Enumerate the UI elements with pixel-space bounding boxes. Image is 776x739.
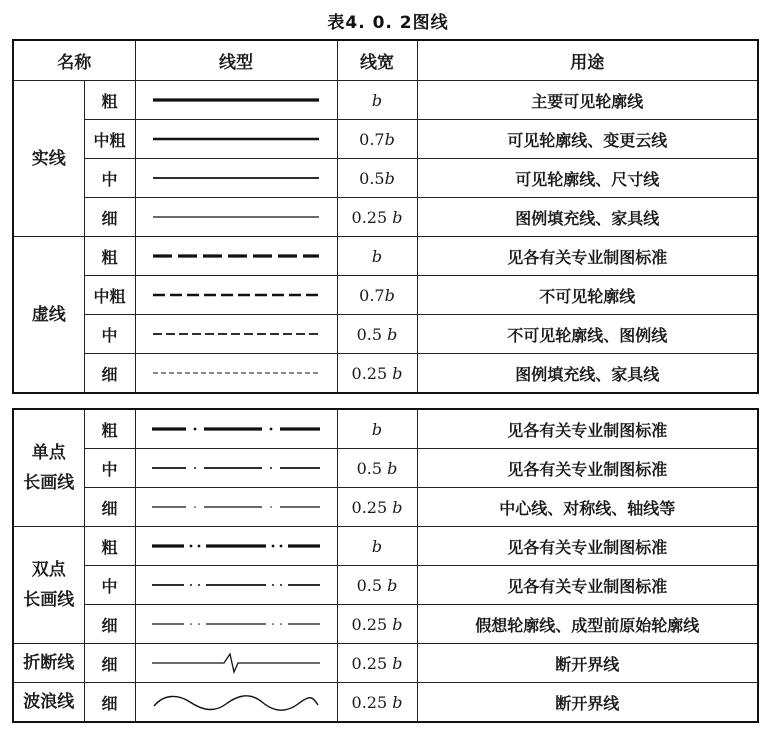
line-width-value: 0.5 b [337,315,417,354]
group-name-dash-double-dot: 双点 长画线 [13,527,84,644]
line-width-value: 0.5b [337,159,417,198]
line-width-value: 0.5 b [337,449,417,488]
dashed-thin-line-sample [135,354,337,394]
line-width-value: 0.7b [337,120,417,159]
weight-label: 中粗 [84,120,135,159]
weight-label: 细 [84,198,135,237]
group-name-break-line: 折断线 [13,644,84,683]
dash-double-dot-thin-line-sample [135,605,337,644]
usage-text: 图例填充线、家具线 [417,198,758,237]
usage-text: 可见轮廓线、尺寸线 [417,159,758,198]
line-width-value: 0.7b [337,276,417,315]
weight-label: 细 [84,605,135,644]
usage-text: 中心线、对称线、轴线等 [417,488,758,527]
line-width-value: 0.25 b [337,354,417,394]
line-width-value: 0.5 b [337,566,417,605]
weight-label: 粗 [84,81,135,120]
table-row [13,449,758,488]
line-width-value: b [337,237,417,276]
table-row [13,159,758,198]
table-row [13,644,758,683]
weight-label: 细 [84,354,135,394]
weight-label: 粗 [84,527,135,566]
weight-label: 细 [84,644,135,683]
dash-double-dot-medium-line-sample [135,566,337,605]
group-name-dashed: 虚线 [13,237,84,394]
weight-label: 中粗 [84,276,135,315]
solid-thin-line-sample [135,198,337,237]
line-width-value: b [337,527,417,566]
break-line-sample [135,644,337,683]
group-name-wave-line: 波浪线 [13,683,84,723]
line-width-value: 0.25 b [337,605,417,644]
header-row [13,40,758,81]
table-row [13,527,758,566]
line-types-table-upper [12,39,759,394]
weight-label: 中 [84,449,135,488]
solid-medium-line-sample [135,159,337,198]
line-types-table-lower [12,408,759,723]
table-row [13,683,758,723]
dash-dot-thin-line-sample [135,488,337,527]
usage-text: 见各有关专业制图标准 [417,237,758,276]
table-row [13,605,758,644]
usage-text: 见各有关专业制图标准 [417,566,758,605]
solid-thick-line-sample [135,81,337,120]
line-width-value: 0.25 b [337,683,417,723]
table-row [13,315,758,354]
weight-label: 细 [84,488,135,527]
solid-medium-thick-line-sample [135,120,337,159]
table-row [13,566,758,605]
table-row [13,237,758,276]
table-row [13,198,758,237]
weight-label: 中 [84,566,135,605]
header-line-width: 线宽 [337,40,417,81]
header-name: 名称 [13,40,135,81]
usage-text: 断开界线 [417,644,758,683]
line-width-value: b [337,81,417,120]
dash-dot-medium-line-sample [135,449,337,488]
header-line-type: 线型 [135,40,337,81]
group-name-dash-dot: 单点 长画线 [13,409,84,527]
usage-text: 不可见轮廓线 [417,276,758,315]
dashed-thick-line-sample [135,237,337,276]
usage-text: 见各有关专业制图标准 [417,409,758,449]
table-row [13,276,758,315]
usage-text: 见各有关专业制图标准 [417,527,758,566]
usage-text: 图例填充线、家具线 [417,354,758,394]
table-row [13,120,758,159]
usage-text: 见各有关专业制图标准 [417,449,758,488]
line-width-value: 0.25 b [337,198,417,237]
dashed-medium-thick-line-sample [135,276,337,315]
usage-text: 不可见轮廓线、图例线 [417,315,758,354]
weight-label: 细 [84,683,135,723]
table-row [13,354,758,394]
usage-text: 主要可见轮廓线 [417,81,758,120]
usage-text: 断开界线 [417,683,758,723]
line-width-value: 0.25 b [337,644,417,683]
dash-dot-thick-line-sample [135,409,337,449]
usage-text: 可见轮廓线、变更云线 [417,120,758,159]
table-row [13,81,758,120]
group-name-solid: 实线 [13,81,84,237]
weight-label: 粗 [84,409,135,449]
table-row [13,488,758,527]
wave-line-sample [135,683,337,723]
header-usage: 用途 [417,40,758,81]
dashed-medium-line-sample [135,315,337,354]
usage-text: 假想轮廓线、成型前原始轮廓线 [417,605,758,644]
line-width-value: 0.25 b [337,488,417,527]
weight-label: 中 [84,159,135,198]
table-title: 表4. 0. 2图线 [327,13,449,33]
dash-double-dot-thick-line-sample [135,527,337,566]
weight-label: 粗 [84,237,135,276]
table-row [13,409,758,449]
weight-label: 中 [84,315,135,354]
line-width-value: b [337,409,417,449]
